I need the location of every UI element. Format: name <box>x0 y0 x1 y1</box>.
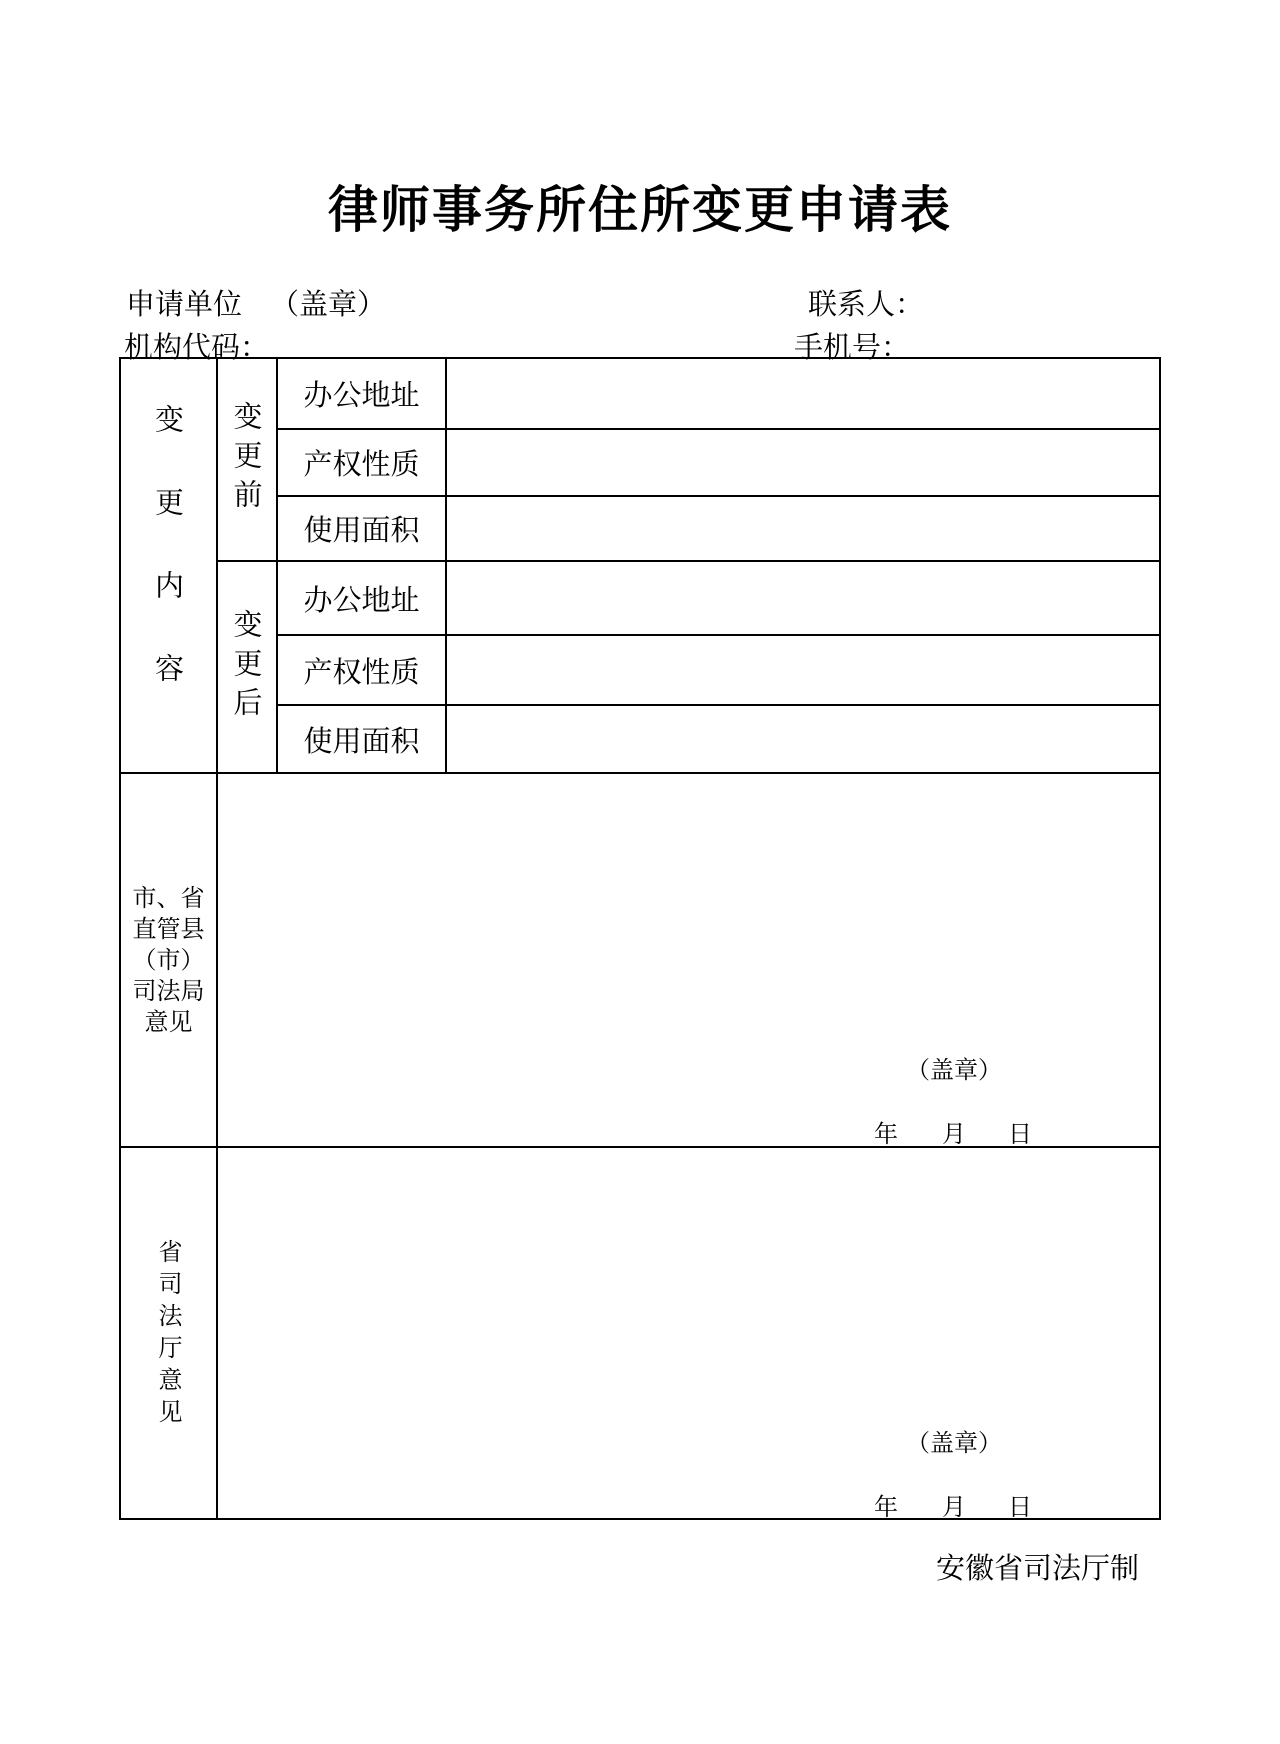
before-property-label: 产权性质 <box>303 447 420 481</box>
city-opinion-field[interactable] <box>222 780 1152 1030</box>
province-opinion-label-cell <box>121 1230 216 1440</box>
before-property-field[interactable] <box>447 430 1161 495</box>
org-code-label: 机构代码： <box>124 330 270 364</box>
after-property-label: 产权性质 <box>303 654 420 689</box>
after-label: 变更后 <box>229 608 264 726</box>
after-area-label: 使用面积 <box>303 723 420 758</box>
divider <box>119 1146 1161 1148</box>
issuer-note: 安徽省司法厅制 <box>936 1551 1140 1585</box>
city-date-year: 年 <box>874 1120 898 1148</box>
before-address-field[interactable] <box>447 359 1161 428</box>
province-opinion-label: 省司法厅意见 <box>154 1239 182 1431</box>
divider <box>119 772 1161 774</box>
applicant-label: 申请单位 <box>126 287 243 321</box>
city-seal-note: （盖章） <box>906 1056 1002 1084</box>
province-date-month: 月 <box>942 1493 966 1521</box>
city-opinion-label-cell <box>121 774 216 1146</box>
after-address-field[interactable] <box>447 562 1161 634</box>
province-seal-note: （盖章） <box>906 1429 1002 1457</box>
applicant-seal-note: （盖章） <box>270 287 387 321</box>
after-address-label: 办公地址 <box>303 582 420 617</box>
change-content-label-cell <box>121 400 216 740</box>
phone-field[interactable] <box>904 325 1144 357</box>
city-date-month: 月 <box>942 1120 966 1148</box>
before-address-label: 办公地址 <box>303 378 420 412</box>
org-code-field[interactable] <box>268 325 668 357</box>
before-area-field[interactable] <box>447 497 1161 560</box>
after-area-field[interactable] <box>447 706 1161 772</box>
change-content-label: 变更内容 <box>151 404 185 736</box>
province-date-year: 年 <box>874 1493 898 1521</box>
city-date-day: 日 <box>1008 1120 1032 1148</box>
page-title: 律师事务所住所变更申请表 <box>328 180 952 239</box>
province-opinion-field[interactable] <box>222 1154 1152 1404</box>
after-property-field[interactable] <box>447 636 1161 704</box>
contact-label: 联系人： <box>808 287 925 321</box>
city-opinion-label: 市、省 直管县 （市） 司法局 意见 <box>132 883 205 1036</box>
contact-field[interactable] <box>918 282 1148 314</box>
province-date-day: 日 <box>1008 1493 1032 1521</box>
before-label: 变更前 <box>229 401 264 518</box>
phone-label: 手机号： <box>794 330 911 364</box>
before-label-cell <box>218 359 276 560</box>
before-area-label: 使用面积 <box>303 513 420 547</box>
after-label-cell <box>218 562 276 772</box>
